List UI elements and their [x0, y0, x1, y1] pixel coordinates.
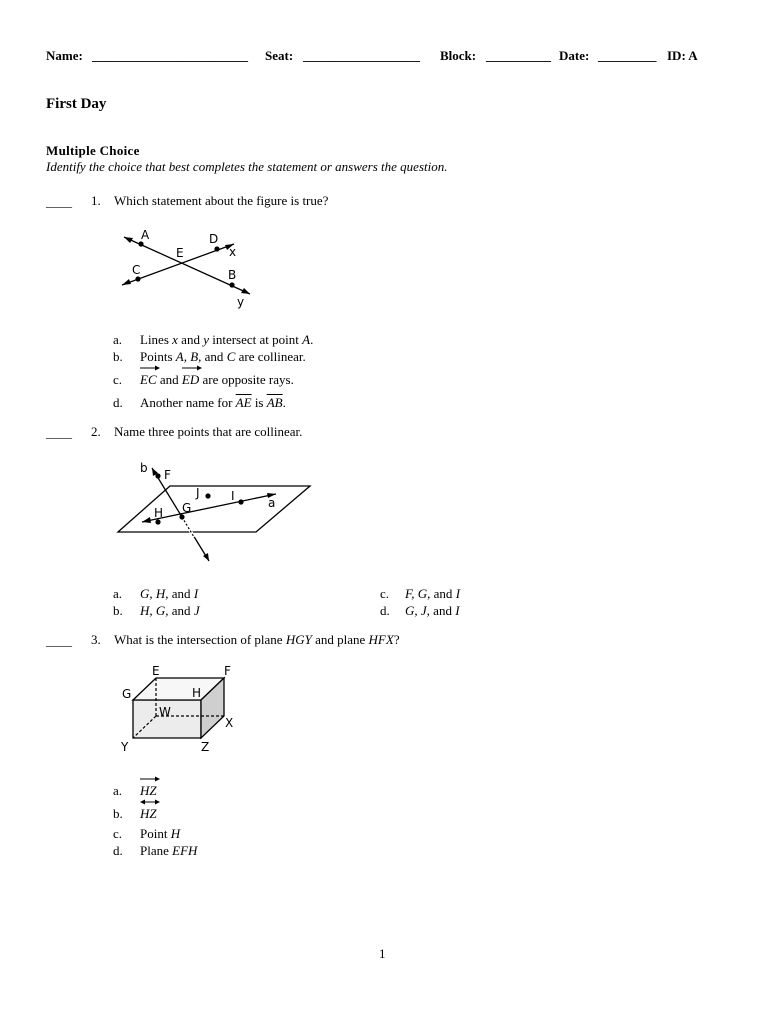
q2-choice-d-letter: d.: [380, 603, 390, 618]
q1-choice-b: Points A, B, and C are collinear.: [140, 349, 306, 364]
vertex-label-H: H: [192, 686, 202, 700]
point-label-E: E: [176, 246, 184, 260]
vertex-label-Y: Y: [121, 740, 129, 754]
q1-choice-d-letter: d.: [113, 395, 123, 410]
point-label-C: C: [132, 263, 141, 277]
answer-blank-2[interactable]: ____: [46, 425, 72, 440]
point-label-D: D: [209, 232, 219, 246]
figure-rectangular-prism: [112, 660, 252, 758]
line-label-b: b: [140, 461, 148, 475]
seat-label: Seat:: [265, 48, 294, 63]
q1-choice-c-letter: c.: [113, 372, 123, 387]
page-number: 1: [379, 946, 386, 961]
section-heading: Multiple Choice: [46, 143, 140, 158]
block-blank[interactable]: __________: [486, 48, 551, 63]
question-text-1: Which statement about the figure is true?: [114, 193, 329, 208]
vertex-label-F: F: [224, 664, 231, 678]
name-label: Name:: [46, 48, 83, 63]
line-label-y: y: [237, 295, 245, 309]
q2-choice-b: H, G, and J: [140, 603, 200, 618]
q3-choice-a-letter: a.: [113, 783, 123, 798]
question-number-1: 1.: [91, 193, 101, 208]
q2-choice-a-letter: a.: [113, 586, 123, 601]
block-label: Block:: [440, 48, 477, 63]
q3-choice-d: Plane EFH: [140, 843, 198, 858]
id-label: ID: A: [667, 48, 698, 63]
name-blank[interactable]: ________________________: [92, 48, 248, 63]
q2-choice-c: F, G, and I: [405, 586, 461, 601]
point-label-J: J: [196, 486, 200, 500]
q2-choice-c-letter: c.: [380, 586, 390, 601]
point-label-F: F: [164, 468, 171, 482]
question-text-3: What is the intersection of plane HGY and plane HFX?: [114, 632, 400, 647]
point-label-A: A: [141, 228, 150, 242]
vertex-label-W: W: [159, 705, 171, 719]
figure-plane-lines: [110, 458, 320, 566]
vertex-label-E: E: [152, 664, 160, 678]
q1-choice-b-letter: b.: [113, 349, 123, 364]
line-label-a: a: [268, 496, 276, 510]
q3-choice-c-letter: c.: [113, 826, 123, 841]
date-label: Date:: [559, 48, 590, 63]
q1-choice-a-letter: a.: [113, 332, 123, 347]
line-label-x: x: [229, 245, 237, 259]
point-label-I: I: [231, 489, 235, 503]
q3-choice-c: Point H: [140, 826, 181, 841]
q3-choice-b: HZ: [140, 806, 157, 822]
section-instructions: Identify the choice that best completes the statement or answers the question.: [46, 159, 448, 174]
q3-choice-d-letter: d.: [113, 843, 123, 858]
question-text-2: Name three points that are collinear.: [114, 424, 303, 439]
q1-choice-c: EC and ED are opposite rays.: [140, 372, 294, 388]
q2-choice-b-letter: b.: [113, 603, 123, 618]
question-number-3: 3.: [91, 632, 101, 647]
q3-choice-b-letter: b.: [113, 806, 123, 821]
vertex-label-G: G: [122, 687, 132, 701]
question-number-2: 2.: [91, 424, 101, 439]
page-title: First Day: [46, 96, 107, 112]
date-blank[interactable]: _________: [598, 48, 657, 63]
q2-choice-d: G, J, and I: [405, 603, 460, 618]
q2-choice-a: G, H, and I: [140, 586, 199, 601]
vertex-label-Z: Z: [201, 740, 210, 754]
point-label-H: H: [154, 506, 164, 520]
seat-blank[interactable]: __________________: [303, 48, 420, 63]
answer-blank-1[interactable]: ____: [46, 194, 72, 209]
answer-blank-3[interactable]: ____: [46, 633, 72, 648]
figure-intersecting-lines: [110, 222, 270, 310]
q1-choice-d: Another name for $\overline{AE}$ is $\overline{AB}$.: [140, 395, 286, 410]
point-label-G: G: [182, 501, 192, 515]
point-label-B: B: [228, 268, 237, 282]
vertex-label-X: X: [225, 716, 234, 730]
q3-choice-a: HZ: [140, 783, 157, 799]
q1-choice-a: Lines x and y intersect at point A.: [140, 332, 314, 347]
